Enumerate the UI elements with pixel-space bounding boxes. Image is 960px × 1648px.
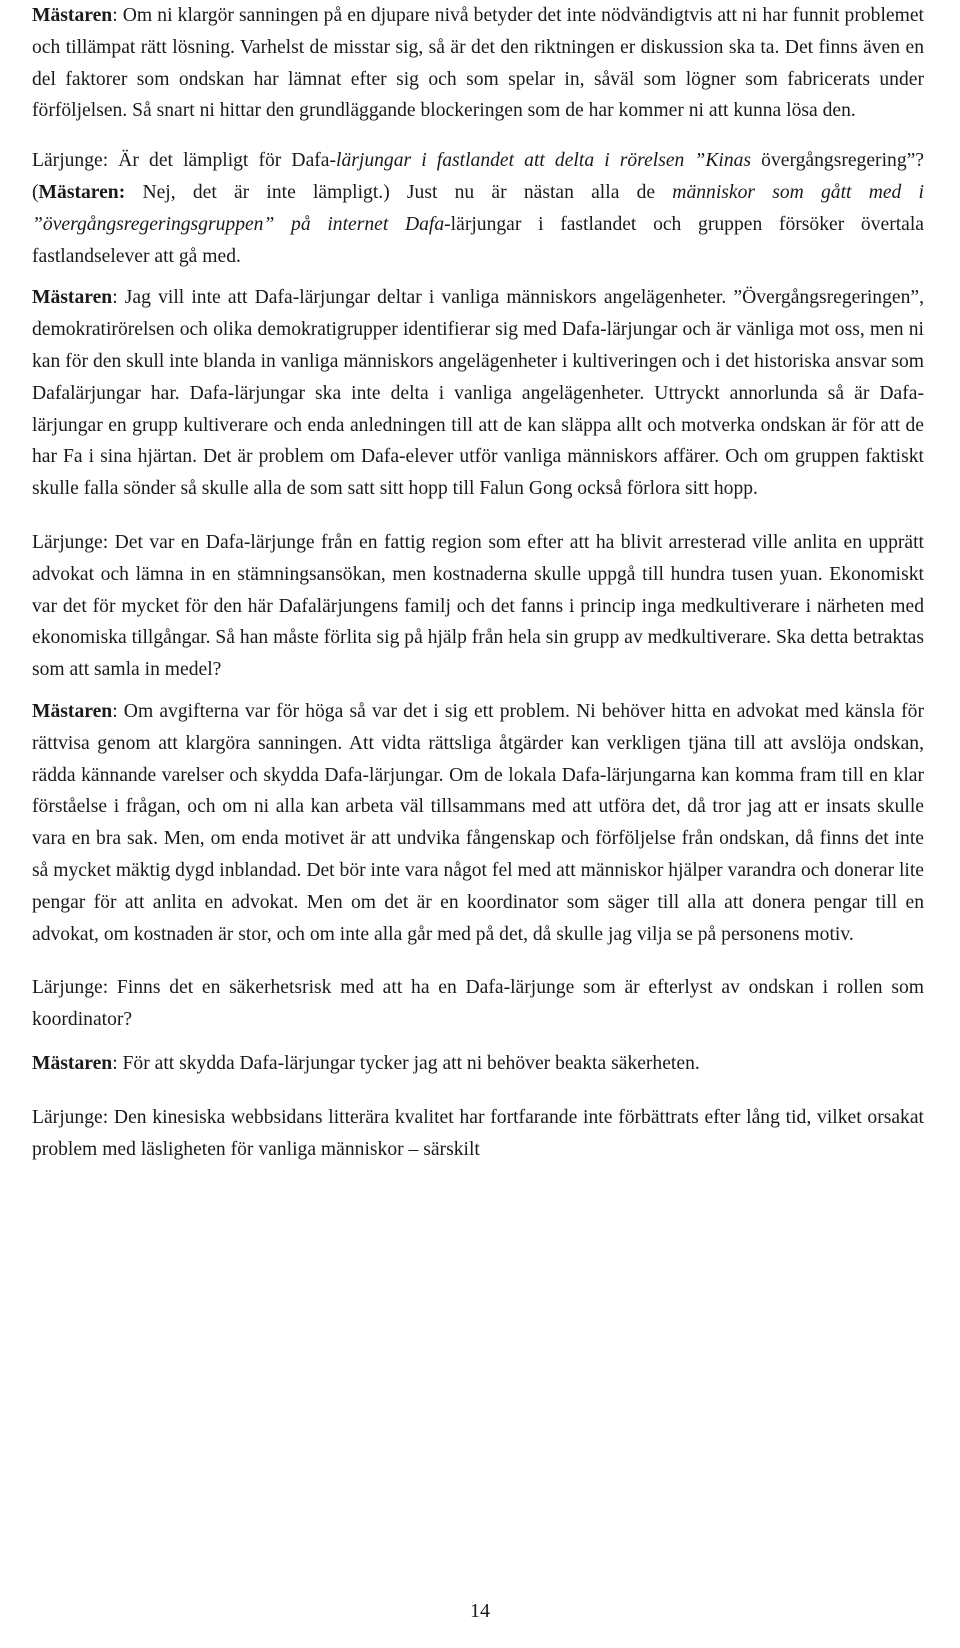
paragraph-master-answer-4: [32, 1048, 924, 1080]
paragraph-text: -lärjungar i fastlandet och gruppen försöker övertala fastlandselever att gå med.: [32, 213, 924, 267]
speaker-label: Mästaren:: [38, 181, 126, 203]
paragraph-text: : Om ni klargör sanningen på en djupare nivå betyder det inte nödvändigtvis att ni har funnit problemet och tillämpat rätt lösning. Varhelst de misstar sig, så är det den riktningen er diskussion ska ta. Det finns även en del faktorer som ondskan har lämnat efter sig och som spelar in, såväl som lögner som fabricerats under förföljelsen. Så snart ni hittar den grundläggande blockeringen som de har kommer ni att kunna lösa den.: [32, 5, 924, 122]
italic-text: lärjungar i fastlandet att delta i rörelsen ”Kinas: [336, 150, 752, 172]
paragraph-master-answer-3: [32, 696, 924, 950]
paragraph-disciple-question-4: Lärjunge: Den kinesiska webbsidans litterära kvalitet har fortfarande inte förbättrats efter lång tid, vilket orsakat problem med läsligheten för vanliga människor – särskilt: [32, 1106, 924, 1160]
paragraph-text: övergångsregering”? (: [32, 150, 925, 203]
speaker-label: Mästaren: [32, 700, 113, 722]
paragraph-text: : Jag vill inte att Dafa-lärjungar deltar i vanliga människors angelägenheter. ”Övergångsregeringen”, demokratirörelsen och olika demokratigrupper identifierar sig med Dafa-lärjungar och är vänliga mot oss, men ni kan för den skull inte blanda in vanliga människors angelägenheter i kultiveringen och i det historiska ansvar som Dafalärjungar har. Dafa-lärjungar ska inte delta i vanliga angelägenheter. Uttryckt annorlunda så är Dafa-lärjungar en grupp kultiverare och enda anledningen till att de kan släppa allt och motverka ondskan är för att de har Fa i sina hjärtan. Det är problem om Dafa-elever utför vanliga människors affärer. Och om gruppen faktiskt skulle falla sönder så skulle alla de som satt sitt hopp till Falun Gong också förlora sitt hopp.: [32, 287, 924, 500]
speaker-label: Mästaren: [32, 287, 113, 309]
italic-text: människor som gått med i ”övergångsregeringsgruppen” på internet Dafa: [32, 181, 924, 235]
paragraph-disciple-question-3: Lärjunge: Finns det en säkerhetsrisk med att ha en Dafa-lärjunge som är efterlyst av ondskan i rollen som koordinator?: [32, 977, 924, 1031]
paragraph-disciple-question-2: Lärjunge: Det var en Dafa-lärjunge från en fattig region som efter att ha blivit arresterad ville anlita en upprätt advokat och lämna in en stämningsansökan, men kostnaderna skulle uppgå till hundra tusen yuan. Ekonomiskt var det för mycket för den här Dafalärjungens familj och det fanns i princip inga medkultiverare i närheten med ekonomiska tillgångar. Så han måste förlita sig på hjälp från hela sin grupp av medkultiverare. Ska detta betraktas som att samla in medel?: [32, 531, 924, 681]
paragraph-text: Nej, det är inte lämpligt.) Just nu är nästan alla de: [125, 181, 673, 203]
paragraph-master-answer-1: [32, 0, 924, 127]
paragraph-text: Lärjunge: Är det lämpligt för Dafa-: [32, 150, 337, 172]
speaker-label: Mästaren: [32, 1052, 113, 1074]
paragraph-disciple-question-1: [32, 145, 924, 272]
paragraph-master-answer-2: [32, 282, 924, 505]
speaker-label: Mästaren: [32, 5, 113, 26]
paragraph-text: : Om avgifterna var för höga så var det i sig ett problem. Ni behöver hitta en advokat med känsla för rättvisa genom att klargöra sanningen. Att vidta rättsliga åtgärder kan verkligen tjäna till att avslöja ondskan, rädda kännande varelser och skydda Dafa-lärjungar. Om de lokala Dafa-lärjungarna kan komma fram till en klar förståelse i frågan, och om ni alla kan arbeta väl tillsammans med att utföra det, då tror jag att er insats skulle vara en bra sak. Men, om enda motivet är att undvika fångenskap och förföljelse från ondskan, då finns det inte så mycket mäktig dygd inblandad. Det bör inte vara något fel med att människor hjälper varandra och donerar lite pengar för att anlita en advokat. Men om det är en koordinator som säger till alla att donera pengar till en advokat, om kostnaden är stor, och om inte alla går med på det, då skulle jag vilja se på personens motiv.: [32, 700, 924, 945]
page-number: 14: [470, 1600, 490, 1622]
paragraph-text: : För att skydda Dafa-lärjungar tycker jag att ni behöver beakta säkerheten.: [112, 1052, 700, 1074]
